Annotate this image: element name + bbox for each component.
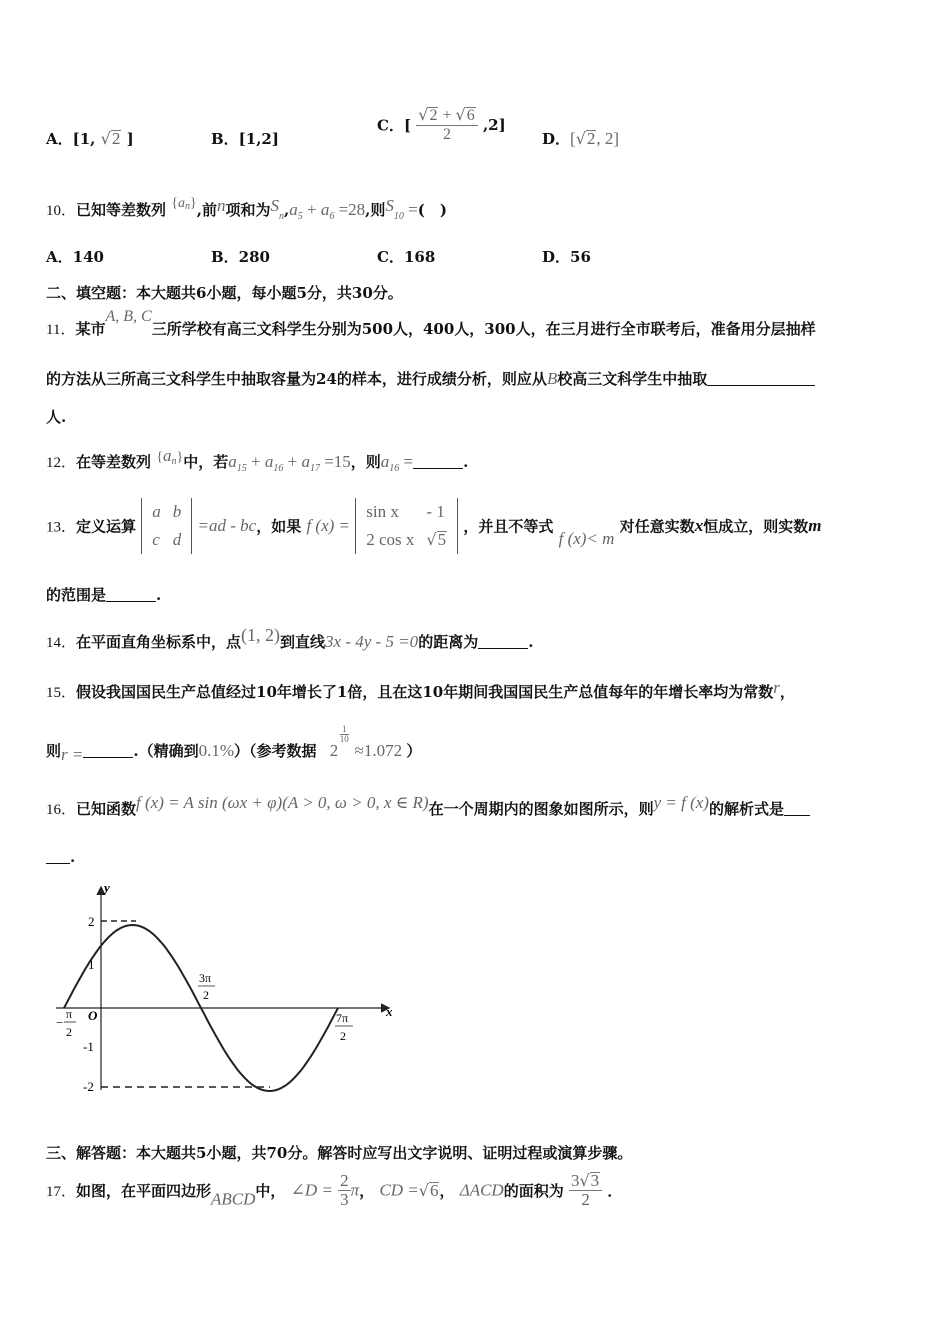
q14-answer-blank: [478, 634, 528, 649]
q9-option-d: D．[√2, 2]: [542, 129, 620, 148]
origin-label: O: [88, 1008, 98, 1023]
svg-text:7π: 7π: [336, 1011, 349, 1025]
x-axis-label: x: [386, 1004, 393, 1019]
y-tick-neg1: -1: [83, 1039, 94, 1054]
svg-text:2: 2: [340, 1029, 346, 1043]
x-label-left: [56, 1007, 76, 1039]
q15-line-2: 则r = .（精确到0.1%）（参考数据 2 1 10 ≈1.072 ）: [46, 724, 422, 764]
y-tick-neg2: -2: [83, 1079, 94, 1094]
q13-det-fx: sin x - 1 2 cos x √5: [355, 498, 458, 554]
x-label-right: [335, 1011, 353, 1043]
q10-option-a: A．140: [46, 248, 104, 266]
q10-option-d: D．56: [542, 248, 591, 266]
y-tick-2: 2: [88, 914, 95, 929]
svg-text:2: 2: [66, 1025, 72, 1039]
section-3-title: 三、解答题：本大题共5小题，共70分。解答时应写出文字说明、证明过程或演算步骤。: [46, 1144, 633, 1162]
q15-answer-blank: [83, 743, 133, 758]
q13-det-definition: a b c d: [141, 498, 192, 554]
q16-answer-blank-1: [784, 801, 810, 816]
q9-option-c: C．[ $\frac{√2 + √6}{2}$ ,2]: [377, 105, 506, 143]
q9-option-b: B．[1,2]: [211, 130, 279, 148]
q11-line-1: 11．某市A, B, C三所学校有高三文科学生分别为500人，400人，300人，在三月进行全市联考后，准备用分层抽样: [46, 308, 816, 338]
q13-answer-blank: [106, 587, 156, 602]
svg-text:−: −: [56, 1015, 64, 1030]
q9-option-a: A．[1, √2 ]: [46, 129, 134, 148]
q10-stem: 10．已知等差数列 $\{a^n\}$,前n项和为$S_n,a_5 + a_6 =28$,则$S_{10}$ =( ): [46, 196, 447, 222]
q13-stem: 13．定义运算 a b c d =ad - bc，如果 f (x) = sin x - 1 2 cos x √5 ，并且不等式 f (x)< m 对任意实数x恒成立，则实数m: [46, 498, 950, 554]
q12-answer-blank: [413, 454, 463, 469]
q16-stem: 16．已知函数f (x) = A sin (ωx + φ)(A > 0, ω > 0, x ∈ R)在一个周期内的图象如图所示，则y = f (x)的解析式是: [46, 798, 950, 819]
x-label-mid: [198, 971, 215, 1002]
q14-stem: 14．在平面直角坐标系中，点(1, 2)到直线3x - 4y - 5 =0的距离为 .: [46, 625, 534, 651]
svg-text:2: 2: [203, 988, 209, 1002]
q10-option-b: B．280: [211, 248, 270, 266]
svg-text:3π: 3π: [199, 971, 212, 985]
section-2-title: 二、填空题：本大题共6小题，每小题5分，共30分。: [46, 284, 403, 302]
q16-answer-blank-2: [46, 849, 70, 864]
svg-text:π: π: [66, 1007, 73, 1021]
q16-line-2: .: [46, 848, 950, 866]
q13-line-2: 的范围是 .: [46, 586, 162, 604]
sine-graph: [48, 880, 408, 1100]
q11-answer-blank: [707, 371, 815, 386]
q11-line-3: 人.: [46, 408, 67, 426]
q10-option-c: C．168: [377, 248, 436, 266]
q17-stem: 17．如图，在平面四边形ABCD中， ∠D = $\frac{2}{3}$ π， CD =√6， ΔACD的面积为 $\frac{3√3}{2}$ ．: [46, 1171, 623, 1209]
y-tick-1: 1: [88, 957, 95, 972]
q12-stem: 12．在等差数列 $\{a^n\}$中，若$a_{15} + a_{16} + a_{17} =15$，则$a_{16}$ = .: [46, 446, 469, 474]
q11-line-2: 的方法从三所高三文科学生中抽取容量为24的样本，进行成绩分析，则应从B校高三文科学生中抽取: [46, 368, 950, 389]
q15-reference-value: 2 1 10 ≈1.072: [329, 724, 403, 760]
q15-line-1: 15．假设我国国民生产总值经过10年增长了1倍，且在这10年期间我国国民生产总值每年的年增长率均为常数r，: [46, 678, 795, 701]
y-axis-label: y: [104, 880, 110, 895]
